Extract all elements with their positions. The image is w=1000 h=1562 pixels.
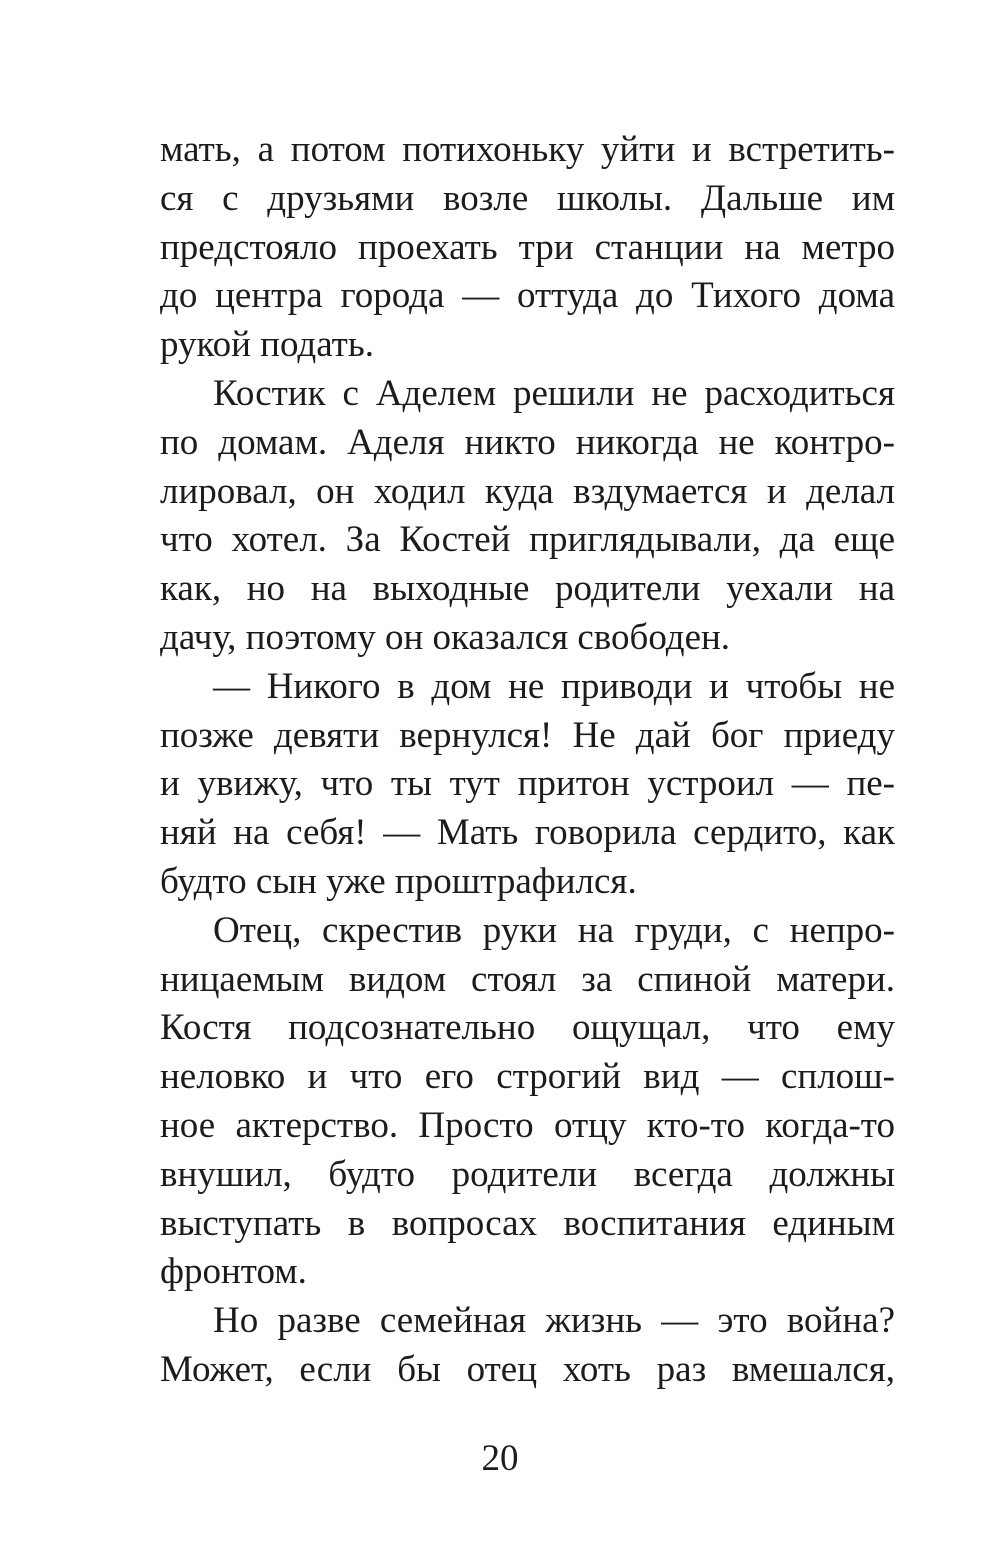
text-line: что хотел. За Костей приглядывали, да еще	[160, 519, 895, 561]
text-line: рукой подать.	[160, 324, 374, 366]
text-line: лировал, он ходил куда вздумается и делал	[160, 470, 895, 512]
text-line: неловко и что его строгий вид — сплош-	[160, 1056, 895, 1098]
text-line: по домам. Аделя никто никогда не контро-	[160, 421, 895, 463]
text-line: как, но на выходные родители уехали на	[160, 568, 895, 610]
text-line: будто сын уже проштрафился.	[160, 860, 637, 902]
text-line: Но разве семейная жизнь — это война?	[213, 1300, 895, 1342]
text-line: Костик с Аделем решили не расходиться	[213, 372, 895, 414]
text-line: предстояло проехать три станции на метро	[160, 226, 895, 268]
text-line: Костя подсознательно ощущал, что ему	[160, 1007, 895, 1049]
text-line: ницаемым видом стоял за спиной матери.	[160, 958, 895, 1000]
text-line: — Никого в дом не приводи и чтобы не	[213, 665, 895, 707]
text-line: дачу, поэтому он оказался свободен.	[160, 616, 731, 658]
text-line: и увижу, что ты тут притон устроил — пе-	[160, 763, 895, 805]
text-line: няй на себя! — Мать говорила сердито, как	[160, 812, 895, 854]
text-line: позже девяти вернулся! Не дай бог приеду	[160, 714, 895, 756]
text-line: выступать в вопросах воспитания единым	[160, 1202, 895, 1244]
text-line: Отец, скрестив руки на груди, с непро-	[213, 909, 895, 951]
page-body	[160, 126, 895, 1406]
text-line: Может, если бы отец хоть раз вмешался,	[160, 1348, 895, 1390]
text-line: мать, а потом потихоньку уйти и встретить-	[160, 129, 895, 170]
text-line: до центра города — оттуда до Тихого дома	[160, 275, 895, 317]
text-line: фронтом.	[160, 1251, 307, 1293]
text-line: ся с друзьями возле школы. Дальше им	[160, 177, 895, 219]
text-line: ное актерство. Просто отцу кто-то когда-то	[160, 1104, 895, 1146]
page-number: 20	[481, 1438, 519, 1479]
text-line: внушил, будто родители всегда должны	[160, 1153, 895, 1195]
